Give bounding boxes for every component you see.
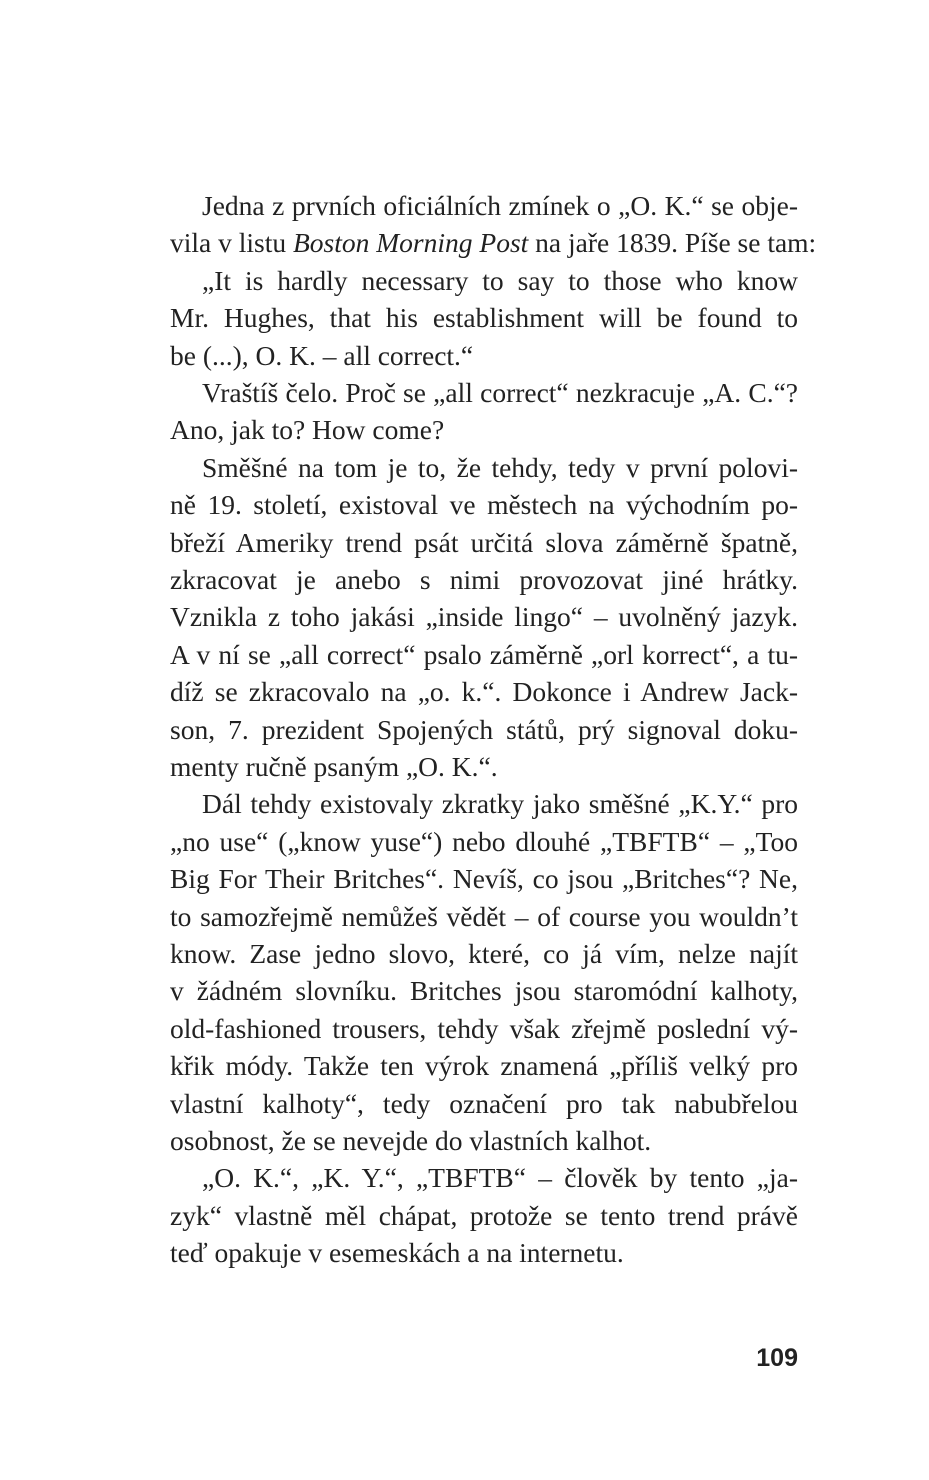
text-line: menty ručně psaným „O. K.“. bbox=[170, 751, 498, 782]
text-line bbox=[170, 224, 817, 261]
text-line: v žádném slovníku. Britches jsou staromódní kalhoty, bbox=[170, 975, 798, 1007]
text-line: Ano, jak to? How come? bbox=[170, 414, 445, 446]
text-line: Big For Their Britches“. Nevíš, co jsou „Britches“? Ne, bbox=[170, 863, 798, 895]
text-line: be (...), O. K. – all correct.“ bbox=[170, 339, 474, 371]
text-line: břeží Ameriky trend psát určitá slova záměrně špatně, bbox=[170, 526, 798, 558]
text-line: vlastní kalhoty“, tedy označení pro tak nabubřelou bbox=[170, 1087, 798, 1119]
text-line: díž se zkracovalo na „o. k.“. Dokonce i Andrew Jack- bbox=[170, 676, 798, 708]
text-line: A v ní se „all correct“ psalo záměrně „orl korrect“, a tu- bbox=[170, 638, 798, 670]
text-line: Směšné na tom je to, že tehdy, tedy v první polovi- bbox=[202, 451, 798, 483]
text-line: Dál tehdy existovaly zkratky jako směšné „K.Y.“ pro bbox=[202, 788, 798, 820]
text-line: old-fashioned trousers, tehdy však zřejmě poslední vý- bbox=[170, 1012, 798, 1044]
text-line: zyk“ vlastně měl chápat, protože se tento trend právě bbox=[170, 1199, 798, 1231]
text-line: Vraštíš čelo. Proč se „all correct“ nezkracuje „A. C.“? bbox=[202, 377, 798, 408]
newspaper-title: Boston Morning Post bbox=[293, 227, 529, 259]
text-line: „It is hardly necessary to say to those who know bbox=[202, 264, 798, 296]
text-line: Vznikla z toho jakási „inside lingo“ – uvolněný jazyk. bbox=[170, 601, 798, 633]
text-segment: na jaře 1839. Píše se tam: bbox=[528, 227, 817, 259]
text-line: son, 7. prezident Spojených států, prý signoval doku- bbox=[170, 713, 798, 745]
text-line: Mr. Hughes, that his establishment will be found to bbox=[170, 302, 798, 334]
text-line: zkracovat je anebo s nimi provozovat jiné hrátky. bbox=[170, 564, 798, 595]
page-number: 109 bbox=[756, 1344, 798, 1372]
text-line: „no use“ („know yuse“) nebo dlouhé „TBFTB“ – „Too bbox=[170, 825, 798, 857]
text-line: teď opakuje v esemeskách a na internetu. bbox=[170, 1237, 624, 1269]
text-line: křik módy. Takže ten výrok znamená „příliš velký pro bbox=[170, 1050, 798, 1082]
text-line: Jedna z prvních oficiálních zmínek o „O. K.“ se obje- bbox=[202, 190, 798, 221]
text-line: ně 19. století, existoval ve městech na východním po- bbox=[170, 489, 798, 521]
text-line: to samozřejmě nemůžeš vědět – of course you wouldn’t bbox=[170, 900, 798, 932]
text-line: „O. K.“, „K. Y.“, „TBFTB“ – člověk by tento „ja- bbox=[202, 1162, 798, 1194]
text-line: osobnost, že se nevejde do vlastních kalhot. bbox=[170, 1125, 652, 1156]
text-segment: vila v listu bbox=[170, 227, 293, 259]
text-line: know. Zase jedno slovo, které, co já vím, nelze najít bbox=[170, 938, 798, 969]
